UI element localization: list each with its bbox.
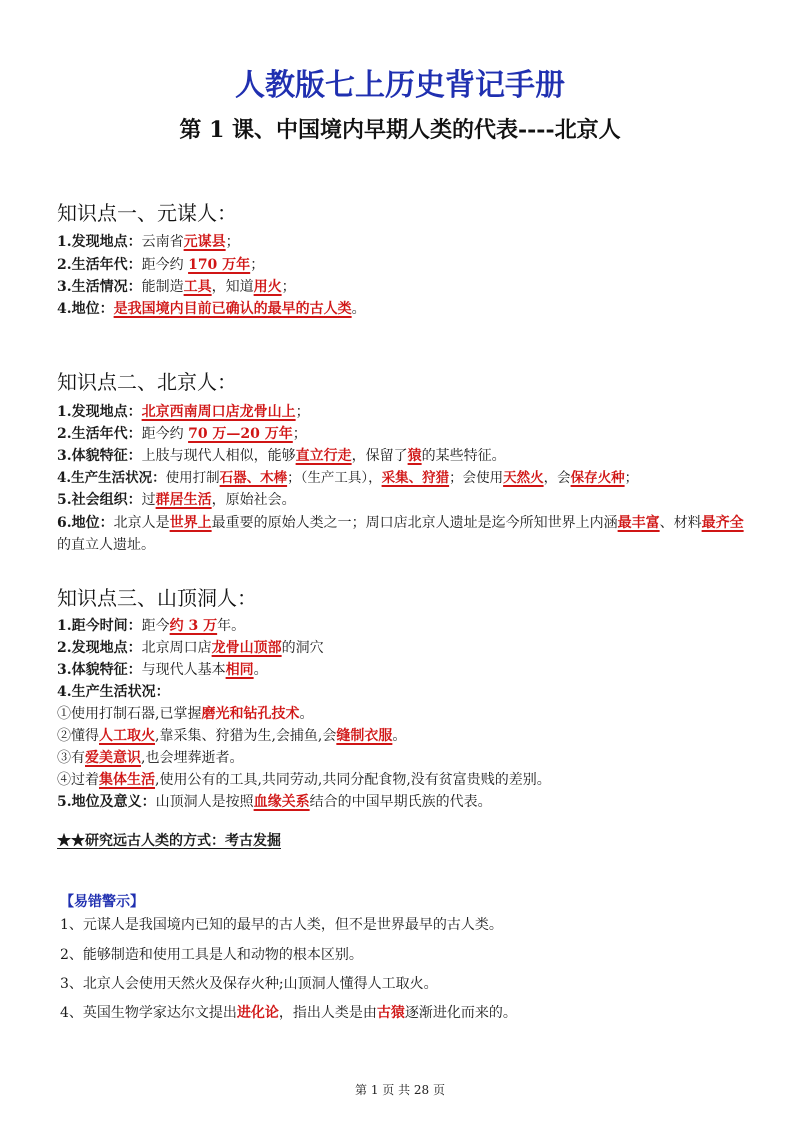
highlight-text: 天然火: [503, 470, 544, 486]
line-text: 的某些特征。: [421, 448, 506, 464]
line-label: 1.发现地点：: [57, 404, 142, 420]
highlight-text: 采集、狩猎: [381, 470, 450, 486]
line-text: ；会使用: [449, 470, 504, 486]
line-text: ，知道: [211, 279, 254, 295]
line-label: 3.体貌特征：: [57, 662, 142, 678]
highlight-text: 群居生活: [155, 492, 212, 508]
beijing-line-3: [57, 446, 506, 466]
highlight-text: 直立行走: [295, 448, 352, 464]
line-label: 2.发现地点：: [57, 640, 142, 656]
highlight-text: 磨光和钻孔技术: [201, 706, 300, 722]
line-text: ；: [295, 404, 310, 420]
warning-item-1: 1、元谋人是我国境内已知的最早的古人类，但不是世界最早的古人类。: [60, 917, 503, 933]
line-text: 能制造: [141, 279, 184, 295]
line-label: 2.生活年代：: [57, 426, 142, 442]
highlight-text: 北京西南周口店龙骨山上: [141, 404, 296, 420]
research-method-note: ★★研究远古人类的方式：考古发掘: [57, 833, 281, 849]
line-text: 与现代人基本: [141, 662, 226, 678]
line-text: ④过着: [57, 772, 99, 788]
highlight-text: 最丰富: [617, 515, 660, 531]
line-text: ，会: [543, 470, 571, 486]
warning-heading: 【易错警示】: [60, 894, 144, 910]
line-label: 4.生产生活状况：: [57, 470, 166, 486]
highlight-text: 猿: [407, 448, 422, 464]
warning-item-4: [60, 1003, 517, 1023]
line-text: 北京人是: [113, 515, 170, 531]
line-text: 北京周口店: [141, 640, 212, 656]
line-text: ②懂得: [57, 728, 99, 744]
line-text: ；: [225, 234, 240, 250]
line-label: 4.地位：: [57, 301, 114, 317]
beijing-line-2: [57, 424, 307, 444]
sdd-subitem-2: [57, 726, 406, 746]
sdd-subitem-3: [57, 748, 243, 768]
highlight-text: 最齐全: [701, 515, 744, 531]
line-label: 6.地位：: [57, 515, 114, 531]
line-text: 年。: [217, 618, 246, 634]
highlight-text: 工具: [183, 279, 212, 295]
sdd-line-5: [57, 792, 492, 812]
beijing-line-5: [57, 490, 296, 510]
highlight-text: 用火: [253, 279, 282, 295]
highlight-text: 170 万年: [188, 257, 251, 273]
line-text: ③有: [57, 750, 85, 766]
line-text: 。: [253, 662, 268, 678]
highlight-text: 爱美意识: [85, 750, 141, 766]
line-text: 。: [392, 728, 407, 744]
line-label: 3.体貌特征：: [57, 448, 142, 464]
sdd-subitem-1: [57, 704, 313, 724]
line-text: 的洞穴: [281, 640, 324, 656]
highlight-text: 缝制衣服: [336, 728, 393, 744]
line-text: ；（生产工具），: [287, 470, 382, 486]
highlight-text: 集体生活: [99, 772, 155, 788]
lesson-title: 第 1 课、中国境内早期人类的代表----北京人: [179, 117, 621, 143]
line-text: 过: [141, 492, 156, 508]
yuanmou-line-1: [57, 232, 240, 252]
line-text: ,也会埋葬逝者。: [141, 750, 244, 766]
highlight-text: 人工取火: [99, 728, 155, 744]
line-label: 3.生活情况：: [57, 279, 142, 295]
line-text: ，原始社会。: [211, 492, 296, 508]
line-text: 山顶洞人是按照: [155, 794, 254, 810]
line-label: 1.距今时间：: [57, 618, 142, 634]
highlight-text: 相同: [225, 662, 254, 678]
beijing-line-4: [57, 468, 638, 488]
highlight-text: 进化论: [236, 1005, 279, 1021]
beijing-line-6: [57, 512, 747, 556]
line-text: 、材料: [659, 515, 702, 531]
highlight-text: 世界上: [169, 515, 212, 531]
beijing-line-1: [57, 402, 310, 422]
line-text: 距今: [141, 618, 170, 634]
sdd-line-2: [57, 638, 324, 658]
line-label: 5.社会组织：: [57, 492, 142, 508]
line-text: ①使用打制石器,已掌握: [57, 706, 202, 722]
highlight-text: 元谋县: [183, 234, 226, 250]
line-text: 使用打制: [165, 470, 220, 486]
highlight-text: 70 万—20 万年: [188, 426, 293, 442]
line-text: 4、英国生物学家达尔文提出: [60, 1005, 237, 1021]
line-label: 2.生活年代：: [57, 257, 142, 273]
line-text: ；: [292, 426, 307, 442]
sdd-line-3: [57, 660, 268, 680]
warning-item-3: 3、北京人会使用天然火及保存火种;山顶洞人懂得人工取火。: [60, 976, 438, 992]
line-text: 结合的中国早期氏族的代表。: [309, 794, 492, 810]
line-label: 1.发现地点：: [57, 234, 142, 250]
yuanmou-line-3: [57, 277, 296, 297]
highlight-text: 约 3 万: [169, 618, 218, 634]
line-text: 。: [351, 301, 366, 317]
line-text: ,靠采集、狩猎为生,会捕鱼,会: [155, 728, 337, 744]
line-text: 距今约: [141, 257, 189, 273]
line-text: 的直立人遗址。: [57, 537, 155, 553]
line-text: ,使用公有的工具,共同劳动,共同分配食物,没有贫富贵贱的差别。: [155, 772, 551, 788]
line-text: ；: [624, 470, 639, 486]
sdd-line-4: [57, 682, 170, 702]
line-text: ，保留了: [351, 448, 408, 464]
line-text: 距今约: [141, 426, 189, 442]
line-text: ；: [250, 257, 265, 273]
page-title: 人教版七上历史背记手册: [235, 68, 565, 103]
yuanmou-line-2: [57, 255, 264, 275]
section-heading-yuanmou: 知识点一、元谋人：: [57, 201, 237, 225]
line-text: 逐渐进化而来的。: [404, 1005, 517, 1021]
line-text: ，指出人类是由: [278, 1005, 377, 1021]
yuanmou-line-4: [57, 299, 366, 319]
section-heading-shandingdong: 知识点三、山顶洞人：: [57, 586, 257, 610]
highlight-text: 保存火种: [570, 470, 625, 486]
line-text: 。: [299, 706, 314, 722]
sdd-subitem-4: [57, 770, 551, 790]
line-text: 上肢与现代人相似，能够: [141, 448, 296, 464]
line-label: 4.生产生活状况：: [57, 684, 170, 700]
highlight-text: 龙骨山顶部: [211, 640, 282, 656]
line-label: 5.地位及意义：: [57, 794, 156, 810]
warning-item-2: 2、能够制造和使用工具是人和动物的根本区别。: [60, 947, 363, 963]
highlight-text: 石器、木棒: [219, 470, 288, 486]
highlight-text: 古猿: [376, 1005, 405, 1021]
line-text: ；: [281, 279, 296, 295]
section-heading-beijing: 知识点二、北京人：: [57, 370, 237, 394]
line-text: 最重要的原始人类之一；周口店北京人遗址是迄今所知世界上内涵: [211, 515, 618, 531]
page-footer: 第 1 页 共 28 页: [355, 1083, 445, 1097]
sdd-line-1: [57, 616, 245, 636]
highlight-text: 血缘关系: [253, 794, 310, 810]
highlight-text: 是我国境内目前已确认的最早的古人类: [113, 301, 352, 317]
line-text: 云南省: [141, 234, 184, 250]
